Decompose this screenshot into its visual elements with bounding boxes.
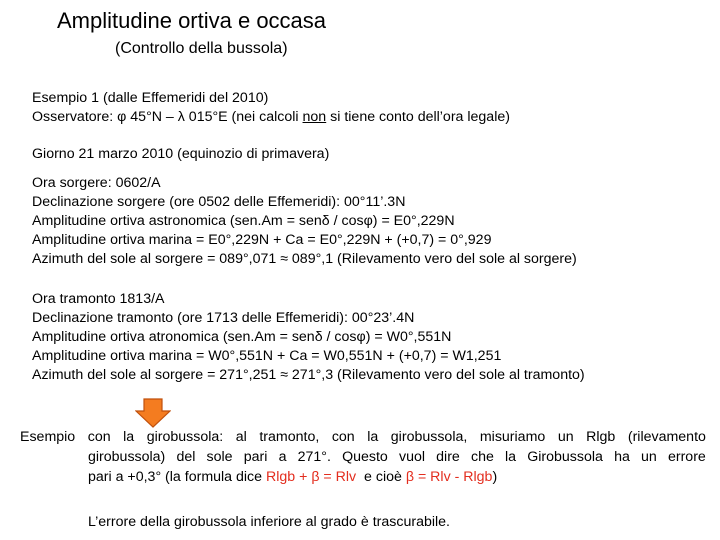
gyro-word: (rilevamento	[627, 429, 706, 445]
day-line: Giorno 21 marzo 2010 (equinozio di primavera)	[32, 146, 330, 162]
gyro-word: un	[557, 429, 574, 445]
gyro-line-2	[88, 447, 706, 467]
gyro-word: ha	[614, 449, 630, 465]
gyro-word: Questo	[342, 449, 388, 465]
gyro-word: al	[235, 429, 247, 445]
sunset-line: Azimuth del sole al sorgere = 271°,251 ≈ 271°,3 (Rilevamento vero del sole al tramonto)	[32, 367, 585, 383]
sunset-line: Amplitudine ortiva atronomica (sen.Am = senδ / cosφ) = W0°,551N	[32, 329, 452, 345]
gyro-word: la	[505, 449, 517, 465]
gyro-example-paragraph	[20, 427, 706, 487]
gyro-word: che	[470, 449, 494, 465]
sunrise-line: Azimuth del sole al sorgere = 089°,071 ≈ 089°,1 (Rilevamento vero del sole al sorgere)	[32, 251, 577, 267]
down-arrow-icon	[135, 398, 171, 428]
gyro-word: vuol	[398, 449, 425, 465]
sunset-line: Declinazione tramonto (ore 1713 delle Effemeridi): 00°23’.4N	[32, 310, 415, 326]
observer-line	[32, 108, 510, 127]
gyro-word: tramonto,	[259, 429, 320, 445]
gyro-text-end: )	[492, 469, 498, 485]
gyro-word: Esempio	[20, 429, 76, 445]
sunrise-line: Ora sorgere: 0602/A	[32, 175, 161, 191]
sunset-line: Ora tramonto 1813/A	[32, 291, 165, 307]
closing-note: L’errore della girobussola inferiore al grado è trascurabile.	[88, 514, 450, 530]
gyro-text-a: pari a +0,3° (la formula dice	[88, 469, 266, 485]
page-title: Amplitudine ortiva e occasa	[57, 8, 327, 33]
intro-block	[32, 89, 510, 127]
gyro-formula-2: β = Rlv - Rlgb	[405, 469, 493, 485]
gyro-word: sole	[206, 449, 233, 465]
gyro-text-mid: e cioè	[356, 469, 406, 485]
gyro-word: 271°.	[297, 449, 331, 465]
sunset-line: Amplitudine ortiva marina = W0°,551N + Ca = W0,551N + (+0,7) = W1,251	[32, 348, 502, 364]
sunrise-line: Amplitudine ortiva astronomica (sen.Am = senδ / cosφ) = E0°,229N	[32, 213, 455, 229]
observer-text-a: Osservatore: φ 45°N – λ 015°E (nei calcoli	[32, 109, 303, 125]
gyro-word: a	[278, 449, 287, 465]
gyro-word: errore	[667, 449, 706, 465]
gyro-line-3	[20, 467, 706, 487]
sunrise-block	[32, 174, 577, 269]
sunset-block	[32, 290, 585, 385]
gyro-word: un	[641, 449, 657, 465]
gyro-word: con	[87, 429, 111, 445]
gyro-word: Rlgb	[586, 429, 616, 445]
gyro-word: Girobussola	[527, 449, 603, 465]
gyro-formula-1: Rlgb + β = Rlv	[265, 469, 357, 485]
gyro-line-1	[20, 427, 706, 447]
sunrise-line: Amplitudine ortiva marina = E0°,229N + Ca = E0°,229N + (+0,7) = 0°,929	[32, 232, 492, 248]
down-arrow-shape	[136, 399, 170, 427]
gyro-word: dire	[436, 449, 460, 465]
example-heading: Esempio 1 (dalle Effemeridi del 2010)	[32, 90, 269, 106]
observer-text-b: si tiene conto dell’ora legale)	[326, 109, 510, 125]
page-subtitle: (Controllo della bussola)	[115, 40, 288, 57]
gyro-word: pari	[243, 449, 268, 465]
gyro-word: con	[331, 429, 355, 445]
gyro-word: girobussola:	[146, 429, 224, 445]
gyro-word: misuriamo	[479, 429, 546, 445]
observer-underlined-non: non	[302, 109, 327, 125]
sunrise-line: Declinazione sorgere (ore 0502 delle Effemeridi): 00°11’.3N	[32, 194, 406, 210]
gyro-word: del	[176, 449, 196, 465]
gyro-word: girobussola,	[390, 429, 468, 445]
gyro-word: la	[123, 429, 135, 445]
gyro-word: la	[367, 429, 379, 445]
gyro-word: girobussola)	[88, 449, 166, 465]
